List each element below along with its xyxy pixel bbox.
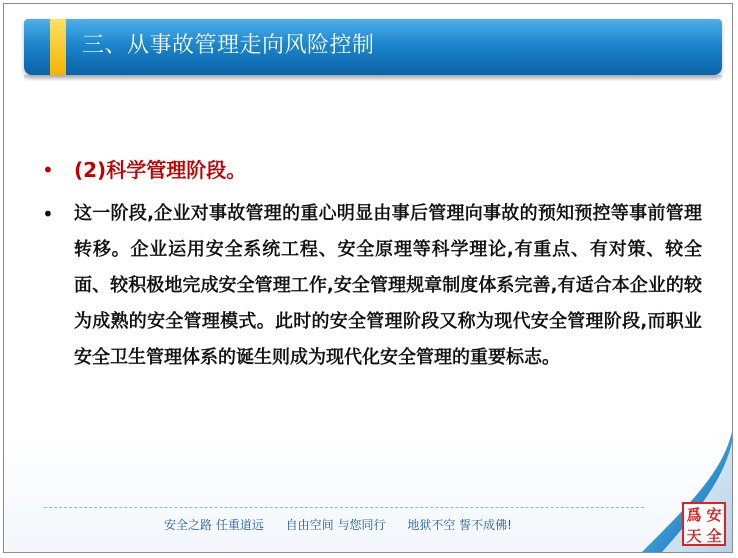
title-bar [24, 19, 722, 75]
seal-char: 安 [706, 506, 722, 524]
footer-slogan-3: 地狱不空 誓不成佛! [407, 518, 512, 532]
bullet-marker: • [42, 202, 54, 226]
bullet-body [42, 196, 702, 376]
footer-slogan-1: 安全之路 任重道远 [164, 518, 264, 532]
title-bar-shadow [24, 75, 722, 81]
title-accent-stripe [50, 19, 66, 75]
footer-slogan-2: 自由空间 与您同行 [285, 518, 386, 532]
seal-char: 全 [706, 527, 722, 545]
bullet-heading [42, 152, 702, 188]
footer-divider [44, 507, 644, 508]
seal-char: 爲 [686, 506, 702, 524]
footer-slogans [164, 517, 530, 533]
slide-title: 三、从事故管理走向风险控制 [82, 33, 375, 58]
bullet-marker: • [42, 158, 54, 182]
section-heading: (2)科学管理阶段。 [74, 158, 247, 182]
seal-char: 天 [686, 527, 702, 545]
slide-frame [3, 3, 733, 553]
bullet-list [42, 152, 702, 376]
body-paragraph: 这一阶段,企业对事故管理的重心明显由事后管理向事故的预知预控等事前管理转移。企业运用安全系统工程、安全原理等科学理论,有重点、有对策、较全面、较积极地完成安全管理工作,安全管理规章制度体系完善,有适合本企业的较为成熟的安全管理模式。此时的安全管理阶段又称为现代安全管理阶段,而职业安全卫生管理体系的诞生则成为现代化安全管理的重要标志。 [74, 203, 702, 368]
logo-seal [682, 502, 726, 546]
